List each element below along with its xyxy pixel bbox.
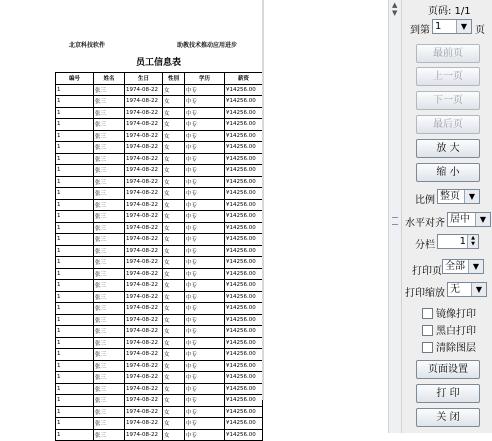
print-button[interactable]: 打 印 bbox=[416, 384, 480, 403]
table-cell: 中专 bbox=[185, 395, 225, 407]
chevron-down-icon[interactable]: ▼ bbox=[475, 213, 490, 226]
table-row bbox=[56, 245, 263, 257]
table-cell: 1974-08-22 bbox=[125, 360, 163, 372]
table-cell: 女 bbox=[163, 395, 185, 407]
table-cell: 中专 bbox=[185, 211, 225, 223]
table-cell: 张三 bbox=[94, 291, 125, 303]
collapse-down-icon[interactable]: ▼ bbox=[392, 9, 398, 17]
table-cell: 张三 bbox=[94, 395, 125, 407]
table-cell: 女 bbox=[163, 372, 185, 384]
table-row bbox=[56, 406, 263, 418]
table-row bbox=[56, 383, 263, 395]
print-scale-label: 打印缩放 bbox=[405, 288, 445, 299]
table-cell: 1974-08-22 bbox=[125, 142, 163, 154]
header-right-text: 助教技术推动应用进步 bbox=[177, 42, 238, 49]
table-row bbox=[56, 326, 263, 338]
table-cell: 女 bbox=[163, 291, 185, 303]
table-cell: 1974-08-22 bbox=[125, 245, 163, 257]
table-row bbox=[56, 199, 263, 211]
table-cell: ¥14256.00 bbox=[225, 314, 263, 326]
table-cell: 1 bbox=[56, 199, 94, 211]
table-cell: ¥14256.00 bbox=[225, 222, 263, 234]
table-cell: 女 bbox=[163, 107, 185, 119]
last-page-button[interactable]: 最后页 bbox=[416, 115, 480, 134]
employee-table bbox=[55, 72, 263, 441]
table-cell: 张三 bbox=[94, 84, 125, 96]
goto-suffix-label: 页 bbox=[475, 25, 485, 36]
table-cell: 1974-08-22 bbox=[125, 326, 163, 338]
table-cell: 张三 bbox=[94, 314, 125, 326]
table-cell: 中专 bbox=[185, 326, 225, 338]
table-row bbox=[56, 84, 263, 96]
table-cell: 张三 bbox=[94, 176, 125, 188]
table-cell: 1974-08-22 bbox=[125, 418, 163, 430]
table-cell: 1 bbox=[56, 119, 94, 131]
table-row bbox=[56, 107, 263, 119]
table-cell: 1974-08-22 bbox=[125, 314, 163, 326]
table-cell: 1 bbox=[56, 406, 94, 418]
table-cell: 中专 bbox=[185, 142, 225, 154]
table-row bbox=[56, 314, 263, 326]
table-cell: 张三 bbox=[94, 268, 125, 280]
table-row bbox=[56, 349, 263, 361]
table-cell: 女 bbox=[163, 211, 185, 223]
table-cell: 女 bbox=[163, 314, 185, 326]
table-row bbox=[56, 280, 263, 292]
table-cell: ¥14256.00 bbox=[225, 337, 263, 349]
table-cell: 张三 bbox=[94, 211, 125, 223]
table-cell: 1 bbox=[56, 176, 94, 188]
table-cell: ¥14256.00 bbox=[225, 291, 263, 303]
table-row bbox=[56, 234, 263, 246]
table-cell: 中专 bbox=[185, 303, 225, 315]
table-cell: 1 bbox=[56, 188, 94, 200]
table-cell: ¥14256.00 bbox=[225, 84, 263, 96]
table-cell: 张三 bbox=[94, 257, 125, 269]
checkbox-icon[interactable] bbox=[422, 342, 433, 353]
table-cell: 女 bbox=[163, 84, 185, 96]
table-cell: 女 bbox=[163, 96, 185, 108]
table-cell: 1974-08-22 bbox=[125, 199, 163, 211]
table-cell: 1 bbox=[56, 142, 94, 154]
table-cell: 女 bbox=[163, 429, 185, 441]
table-cell: 女 bbox=[163, 234, 185, 246]
collapse-up-icon[interactable]: ▲ bbox=[392, 1, 398, 9]
table-cell: 中专 bbox=[185, 257, 225, 269]
table-cell: 中专 bbox=[185, 268, 225, 280]
table-cell: 张三 bbox=[94, 119, 125, 131]
table-cell: 中专 bbox=[185, 119, 225, 131]
goto-page-select[interactable] bbox=[432, 19, 472, 34]
print-pages-select[interactable] bbox=[442, 259, 484, 274]
table-cell: ¥14256.00 bbox=[225, 268, 263, 280]
table-cell: 女 bbox=[163, 165, 185, 177]
table-cell: 中专 bbox=[185, 222, 225, 234]
clear-layers-label: 清除图层 bbox=[436, 343, 476, 354]
table-cell: 中专 bbox=[185, 165, 225, 177]
table-cell: ¥14256.00 bbox=[225, 199, 263, 211]
table-cell: ¥14256.00 bbox=[225, 234, 263, 246]
control-panel bbox=[402, 0, 492, 433]
table-cell: 1974-08-22 bbox=[125, 165, 163, 177]
table-cell: 中专 bbox=[185, 337, 225, 349]
table-cell: 女 bbox=[163, 130, 185, 142]
table-row bbox=[56, 153, 263, 165]
table-cell: 1 bbox=[56, 130, 94, 142]
table-cell: 1 bbox=[56, 326, 94, 338]
table-cell: 1974-08-22 bbox=[125, 130, 163, 142]
page-indicator: 页码: 1/1 bbox=[428, 6, 471, 17]
table-cell: 1 bbox=[56, 349, 94, 361]
table-cell: 1 bbox=[56, 360, 94, 372]
table-cell: ¥14256.00 bbox=[225, 372, 263, 384]
table-cell: 1 bbox=[56, 280, 94, 292]
table-row bbox=[56, 257, 263, 269]
table-cell: 中专 bbox=[185, 418, 225, 430]
halign-select[interactable] bbox=[447, 212, 491, 227]
paper-page bbox=[55, 0, 262, 439]
page-setup-button[interactable]: 页面设置 bbox=[416, 360, 480, 379]
table-cell: 女 bbox=[163, 326, 185, 338]
table-cell: ¥14256.00 bbox=[225, 280, 263, 292]
table-cell: 中专 bbox=[185, 360, 225, 372]
split-divider[interactable] bbox=[388, 0, 402, 433]
table-cell: 张三 bbox=[94, 130, 125, 142]
goto-page-value: 1 bbox=[435, 21, 442, 32]
ratio-value: 整页 bbox=[440, 191, 460, 202]
column-header: 学历 bbox=[185, 73, 225, 85]
table-cell: ¥14256.00 bbox=[225, 130, 263, 142]
divider-grip-icon[interactable] bbox=[392, 217, 398, 225]
table-cell: 张三 bbox=[94, 222, 125, 234]
table-cell: ¥14256.00 bbox=[225, 257, 263, 269]
table-cell: 女 bbox=[163, 349, 185, 361]
chevron-down-icon[interactable]: ▼ bbox=[468, 260, 483, 273]
table-cell: 张三 bbox=[94, 418, 125, 430]
table-cell: ¥14256.00 bbox=[225, 326, 263, 338]
table-row bbox=[56, 130, 263, 142]
halign-label: 水平对齐 bbox=[405, 218, 445, 229]
columns-value: 1 bbox=[459, 236, 466, 247]
table-cell: 1 bbox=[56, 153, 94, 165]
table-cell: 中专 bbox=[185, 429, 225, 441]
table-cell: 1 bbox=[56, 372, 94, 384]
table-cell: 1 bbox=[56, 291, 94, 303]
table-cell: 1974-08-22 bbox=[125, 280, 163, 292]
print-pages-label: 打印页 bbox=[412, 266, 442, 277]
table-cell: 1974-08-22 bbox=[125, 372, 163, 384]
table-cell: 1 bbox=[56, 165, 94, 177]
table-cell: 女 bbox=[163, 337, 185, 349]
zoom-in-button[interactable]: 放 大 bbox=[416, 139, 480, 158]
table-cell: 中专 bbox=[185, 107, 225, 119]
table-row bbox=[56, 176, 263, 188]
table-cell: 女 bbox=[163, 406, 185, 418]
table-cell: 1974-08-22 bbox=[125, 337, 163, 349]
table-cell: 1974-08-22 bbox=[125, 211, 163, 223]
table-cell: 女 bbox=[163, 142, 185, 154]
table-row bbox=[56, 337, 263, 349]
table-cell: 女 bbox=[163, 222, 185, 234]
table-row bbox=[56, 268, 263, 280]
table-cell: 1 bbox=[56, 314, 94, 326]
table-cell: 女 bbox=[163, 360, 185, 372]
table-cell: 1 bbox=[56, 395, 94, 407]
table-cell: 1974-08-22 bbox=[125, 349, 163, 361]
table-cell: 1 bbox=[56, 234, 94, 246]
table-row bbox=[56, 188, 263, 200]
table-cell: 中专 bbox=[185, 130, 225, 142]
table-cell: ¥14256.00 bbox=[225, 429, 263, 441]
column-header: 生日 bbox=[125, 73, 163, 85]
table-cell: ¥14256.00 bbox=[225, 96, 263, 108]
table-cell: 1 bbox=[56, 418, 94, 430]
table-cell: 女 bbox=[163, 303, 185, 315]
table-row bbox=[56, 372, 263, 384]
table-cell: 女 bbox=[163, 188, 185, 200]
table-row bbox=[56, 222, 263, 234]
table-cell: ¥14256.00 bbox=[225, 142, 263, 154]
table-cell: ¥14256.00 bbox=[225, 107, 263, 119]
table-cell: 张三 bbox=[94, 406, 125, 418]
table-cell: ¥14256.00 bbox=[225, 406, 263, 418]
bw-print-checkbox[interactable] bbox=[422, 322, 476, 336]
chevron-down-icon[interactable]: ▼ bbox=[471, 283, 486, 296]
report-title: 员工信息表 bbox=[135, 58, 181, 68]
table-cell: 张三 bbox=[94, 337, 125, 349]
bw-print-label: 黑白打印 bbox=[436, 326, 476, 337]
table-cell: 中专 bbox=[185, 383, 225, 395]
table-cell: 张三 bbox=[94, 429, 125, 441]
table-cell: 张三 bbox=[94, 245, 125, 257]
table-body bbox=[56, 84, 263, 441]
table-row bbox=[56, 96, 263, 108]
table-cell: 1974-08-22 bbox=[125, 222, 163, 234]
table-row bbox=[56, 429, 263, 441]
table-cell: 女 bbox=[163, 268, 185, 280]
table-cell: 中专 bbox=[185, 234, 225, 246]
table-cell: 1 bbox=[56, 268, 94, 280]
table-cell: 1 bbox=[56, 257, 94, 269]
table-cell: 中专 bbox=[185, 199, 225, 211]
header-left-text: 北京科技软件 bbox=[69, 42, 106, 49]
table-cell: ¥14256.00 bbox=[225, 119, 263, 131]
table-row bbox=[56, 303, 263, 315]
table-header-row bbox=[56, 73, 263, 85]
table-cell: 张三 bbox=[94, 234, 125, 246]
print-scale-value: 无 bbox=[450, 284, 460, 295]
table-cell: ¥14256.00 bbox=[225, 211, 263, 223]
paper-shadow bbox=[262, 0, 264, 400]
table-cell: 1974-08-22 bbox=[125, 406, 163, 418]
table-row bbox=[56, 395, 263, 407]
table-cell: 张三 bbox=[94, 383, 125, 395]
table-cell: 中专 bbox=[185, 176, 225, 188]
table-cell: 张三 bbox=[94, 96, 125, 108]
clear-layers-checkbox[interactable] bbox=[422, 339, 476, 353]
table-cell: 中专 bbox=[185, 153, 225, 165]
table-cell: 中专 bbox=[185, 96, 225, 108]
table-cell: 张三 bbox=[94, 165, 125, 177]
table-cell: 1974-08-22 bbox=[125, 234, 163, 246]
table-row bbox=[56, 165, 263, 177]
column-header: 薪资 bbox=[225, 73, 263, 85]
table-cell: 张三 bbox=[94, 107, 125, 119]
goto-prefix-label: 到第 bbox=[410, 25, 430, 36]
table-cell: 女 bbox=[163, 119, 185, 131]
column-header: 性别 bbox=[163, 73, 185, 85]
zoom-out-button[interactable]: 缩 小 bbox=[416, 163, 480, 182]
table-cell: 1974-08-22 bbox=[125, 257, 163, 269]
table-cell: 1974-08-22 bbox=[125, 268, 163, 280]
table-row bbox=[56, 142, 263, 154]
chevron-down-icon[interactable]: ▼ bbox=[456, 20, 471, 33]
table-cell: 女 bbox=[163, 280, 185, 292]
spinner-arrows-icon[interactable]: ▲ ▼ bbox=[467, 235, 478, 248]
column-header: 编号 bbox=[56, 73, 94, 85]
table-cell: ¥14256.00 bbox=[225, 153, 263, 165]
table-cell: ¥14256.00 bbox=[225, 176, 263, 188]
table-cell: 张三 bbox=[94, 303, 125, 315]
table-cell: 1 bbox=[56, 107, 94, 119]
table-cell: 张三 bbox=[94, 360, 125, 372]
table-cell: ¥14256.00 bbox=[225, 360, 263, 372]
table-cell: 张三 bbox=[94, 280, 125, 292]
table-cell: 张三 bbox=[94, 188, 125, 200]
table-cell: 中专 bbox=[185, 188, 225, 200]
table-cell: 中专 bbox=[185, 349, 225, 361]
table-cell: 1974-08-22 bbox=[125, 119, 163, 131]
table-cell: 张三 bbox=[94, 326, 125, 338]
table-cell: 1 bbox=[56, 429, 94, 441]
table-cell: 女 bbox=[163, 245, 185, 257]
table-cell: 女 bbox=[163, 153, 185, 165]
table-cell: 张三 bbox=[94, 372, 125, 384]
table-cell: 1974-08-22 bbox=[125, 188, 163, 200]
table-cell: 中专 bbox=[185, 291, 225, 303]
table-cell: 张三 bbox=[94, 349, 125, 361]
print-scale-select[interactable] bbox=[447, 282, 487, 297]
table-cell: 女 bbox=[163, 257, 185, 269]
table-cell: ¥14256.00 bbox=[225, 188, 263, 200]
table-cell: 1 bbox=[56, 383, 94, 395]
chevron-down-icon[interactable]: ▼ bbox=[464, 190, 479, 203]
ratio-label: 比例 bbox=[415, 195, 435, 206]
table-cell: 1974-08-22 bbox=[125, 395, 163, 407]
table-cell: 中专 bbox=[185, 406, 225, 418]
table-cell: 1974-08-22 bbox=[125, 303, 163, 315]
close-button[interactable]: 关 闭 bbox=[416, 408, 480, 427]
first-page-button[interactable]: 最前页 bbox=[416, 44, 480, 63]
ratio-select[interactable] bbox=[437, 189, 480, 204]
prev-page-button[interactable]: 上一页 bbox=[416, 67, 480, 86]
halign-value: 居中 bbox=[450, 214, 470, 225]
table-cell: 中专 bbox=[185, 84, 225, 96]
table-cell: 1974-08-22 bbox=[125, 96, 163, 108]
table-cell: 中专 bbox=[185, 314, 225, 326]
table-cell: 1974-08-22 bbox=[125, 383, 163, 395]
table-cell: 1 bbox=[56, 211, 94, 223]
table-cell: 1974-08-22 bbox=[125, 429, 163, 441]
table-cell: ¥14256.00 bbox=[225, 303, 263, 315]
checkbox-icon[interactable] bbox=[422, 308, 433, 319]
table-cell: ¥14256.00 bbox=[225, 165, 263, 177]
column-header: 姓名 bbox=[94, 73, 125, 85]
table-row bbox=[56, 360, 263, 372]
table-cell: 中专 bbox=[185, 372, 225, 384]
columns-label: 分栏 bbox=[415, 240, 435, 251]
table-cell: 张三 bbox=[94, 153, 125, 165]
table-cell: 1974-08-22 bbox=[125, 107, 163, 119]
checkbox-icon[interactable] bbox=[422, 325, 433, 336]
table-cell: ¥14256.00 bbox=[225, 395, 263, 407]
table-cell: 1974-08-22 bbox=[125, 153, 163, 165]
table-cell: 女 bbox=[163, 418, 185, 430]
table-cell: 张三 bbox=[94, 142, 125, 154]
table-cell: 1974-08-22 bbox=[125, 291, 163, 303]
table-cell: ¥14256.00 bbox=[225, 383, 263, 395]
table-cell: 1 bbox=[56, 84, 94, 96]
table-cell: ¥14256.00 bbox=[225, 418, 263, 430]
table-row bbox=[56, 211, 263, 223]
table-cell: 女 bbox=[163, 199, 185, 211]
mirror-print-checkbox[interactable] bbox=[422, 305, 476, 319]
table-cell: 女 bbox=[163, 176, 185, 188]
print-pages-value: 全部 bbox=[445, 261, 465, 272]
columns-spinner[interactable] bbox=[437, 234, 479, 249]
mirror-print-label: 镜像打印 bbox=[436, 309, 476, 320]
table-cell: 女 bbox=[163, 383, 185, 395]
table-row bbox=[56, 119, 263, 131]
table-cell: 1974-08-22 bbox=[125, 84, 163, 96]
next-page-button[interactable]: 下一页 bbox=[416, 91, 480, 110]
table-cell: 1 bbox=[56, 303, 94, 315]
table-cell: 1 bbox=[56, 96, 94, 108]
table-cell: 1 bbox=[56, 222, 94, 234]
table-cell: 中专 bbox=[185, 245, 225, 257]
table-cell: ¥14256.00 bbox=[225, 245, 263, 257]
table-cell: 张三 bbox=[94, 199, 125, 211]
table-cell: 中专 bbox=[185, 280, 225, 292]
table-cell: 1974-08-22 bbox=[125, 176, 163, 188]
table-cell: ¥14256.00 bbox=[225, 349, 263, 361]
table-row bbox=[56, 418, 263, 430]
table-cell: 1 bbox=[56, 337, 94, 349]
table-row bbox=[56, 291, 263, 303]
table-cell: 1 bbox=[56, 245, 94, 257]
